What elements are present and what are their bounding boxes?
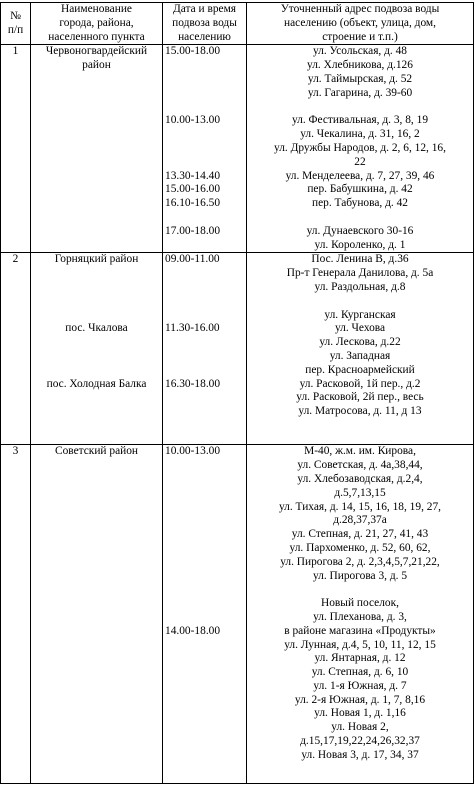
header-address-line: строение и т.п.) <box>322 30 398 43</box>
time-cell-line <box>165 542 244 556</box>
header-row <box>1 3 474 45</box>
address-cell-line: ул. Лунная, д.4, 5, 10, 11, 12, 15 <box>284 638 436 651</box>
address-cell <box>247 45 474 253</box>
area-cell-line: пос. Холодная Балка <box>46 377 147 390</box>
header-num <box>1 3 31 45</box>
address-cell-line: ул. Гагарина, д. 39-60 <box>307 86 413 99</box>
header-num-line: п/п <box>7 23 24 36</box>
address-cell-line: ул. Лескова, д.22 <box>319 336 401 349</box>
area-cell-line: Червоногвардейский <box>45 45 148 58</box>
time-cell-line <box>165 473 244 487</box>
header-area <box>31 3 163 45</box>
address-cell-line: ул. Фестивальная, д. 3, 8, 19 <box>291 114 429 127</box>
table-row <box>1 253 474 445</box>
address-cell-line: ул. Плеханова, д. 3, <box>313 610 407 623</box>
address-cell-line: ул. Степная, д. 6, 10 <box>311 666 409 679</box>
address-cell-line: ул. Таймырская, д. 52 <box>307 72 413 85</box>
area-cell <box>31 445 163 784</box>
address-cell-line: д.15,17,19,22,24,26,32,37 <box>300 735 420 748</box>
time-cell-line: 17.00-18.00 <box>165 224 221 237</box>
area-cell-line <box>33 391 160 405</box>
address-cell-line: ул. 1-я Южная, д. 7 <box>313 679 407 692</box>
address-cell <box>247 445 474 784</box>
area-cell-line: район <box>82 59 111 72</box>
address-cell-line <box>249 211 471 225</box>
address-cell-line: ул. Дунаевского 30-16 <box>306 224 414 237</box>
area-cell-line <box>33 295 160 309</box>
time-cell-line <box>165 405 244 419</box>
time-cell <box>163 445 247 784</box>
address-cell-line: ул. Пархоменко, д. 52, 60, 62, <box>289 541 431 554</box>
row-number-text: 1 <box>12 45 19 58</box>
address-cell-line: ул. Советская, д. 4а,38,44, <box>297 459 423 472</box>
address-cell-line: ул. Расковой, 1й пер., д.2 <box>299 377 421 390</box>
table-row <box>1 45 474 253</box>
header-time-line: населению <box>178 30 231 43</box>
address-cell-line: ул. Расковой, 2й пер., весь <box>296 391 424 404</box>
address-cell-line: ул. Новая 1, д. 1,16 <box>314 707 406 720</box>
time-cell-line <box>165 570 244 584</box>
area-cell-line: пос. Чкалова <box>65 322 128 335</box>
address-cell-line: пер. Красноармейский <box>305 363 415 376</box>
address-cell-line: ул. 2-я Южная, д. 1, 7, 8,16 <box>294 693 426 706</box>
time-cell-line <box>165 309 244 323</box>
area-cell-line: Горняцкий район <box>54 253 139 266</box>
time-cell-line <box>165 583 244 597</box>
time-cell-line <box>165 73 244 87</box>
address-cell-line: д.5,7,13,15 <box>334 486 386 499</box>
time-cell-line: 15.00-16.00 <box>165 183 221 196</box>
time-cell-line <box>165 419 244 433</box>
water-delivery-schedule-table <box>0 2 474 784</box>
header-time <box>163 3 247 45</box>
address-cell-line: ул. Дружбы Народов, д. 2, 6, 12, 16, <box>274 141 446 154</box>
address-cell-line: ул. Западная <box>329 349 391 362</box>
time-cell-line <box>165 281 244 295</box>
address-cell-line <box>249 101 471 115</box>
header-num-line: № <box>10 9 21 22</box>
time-cell-line <box>165 156 244 170</box>
time-cell-line <box>165 501 244 515</box>
area-cell-line: Советский район <box>54 445 139 458</box>
header-address-line: Уточненный адрес подвоза воды <box>280 3 440 15</box>
table-header <box>1 3 474 45</box>
time-cell-line <box>165 59 244 73</box>
header-time-line: Дата и время <box>172 3 237 15</box>
time-cell-line: 11.30-16.00 <box>165 322 220 335</box>
area-cell-line <box>33 364 160 378</box>
area-cell-line <box>33 309 160 323</box>
time-cell-line: 09.00-11.00 <box>165 253 220 266</box>
time-cell-line: 15.00-18.00 <box>165 45 221 58</box>
header-address <box>247 3 474 45</box>
address-cell-line: ул. Чекалина, д. 31, 16, 2 <box>300 128 420 141</box>
area-cell <box>31 253 163 445</box>
time-cell-line <box>165 128 244 142</box>
address-cell-line: ул. Хлебникова, д.126 <box>307 59 413 72</box>
address-cell-line: ул. Короленко, д. 1 <box>314 238 406 251</box>
time-cell <box>163 253 247 445</box>
time-cell-line <box>165 211 244 225</box>
area-cell-line <box>33 336 160 350</box>
address-cell-line: М-40, ж.м. им. Кирова, <box>304 445 416 458</box>
area-cell-line <box>33 419 160 433</box>
address-cell-line <box>249 295 471 309</box>
time-cell-line <box>165 295 244 309</box>
row-number <box>1 45 31 253</box>
address-cell-line: ул. Пирогова 3, д. 5 <box>312 569 408 582</box>
time-cell-line: 13.30-14.40 <box>165 169 221 182</box>
time-cell-line: 16.30-18.00 <box>165 377 221 390</box>
address-cell-line: ул. Янтарная, д. 12 <box>314 652 406 665</box>
address-cell-line: пер. Бабушкина, д. 42 <box>307 183 413 196</box>
time-cell-line <box>165 336 244 350</box>
area-cell <box>31 45 163 253</box>
time-cell-line: 10.00-13.00 <box>165 114 221 127</box>
time-cell-line <box>165 267 244 281</box>
table-row <box>1 445 474 784</box>
row-number <box>1 445 31 784</box>
time-cell-line <box>165 350 244 364</box>
address-cell <box>247 253 474 445</box>
address-cell-line: ул. Матросова, д. 11, д 13 <box>298 405 422 418</box>
address-cell-line: пер. Табунова, д. 42 <box>312 197 408 210</box>
area-cell-line <box>33 405 160 419</box>
area-cell-line <box>33 267 160 281</box>
address-cell-line: ул. Степная, д. 21, 27, 41, 43 <box>291 528 429 541</box>
time-cell <box>163 45 247 253</box>
address-cell-line: ул. Раздольная, д.8 <box>314 280 406 293</box>
row-number-text: 3 <box>12 445 19 458</box>
time-cell-line <box>165 142 244 156</box>
address-cell-line: ул. Менделеева, д. 7, 27, 39, 46 <box>285 169 435 182</box>
area-cell-line <box>33 281 160 295</box>
row-number-text: 2 <box>12 253 19 266</box>
time-cell-line <box>165 87 244 101</box>
header-area-line: Наименование <box>61 3 132 15</box>
header-area-line: города, района, <box>59 16 134 29</box>
header-time-line: подвоза воды <box>172 16 237 29</box>
time-cell-line <box>165 459 244 473</box>
time-cell-line <box>165 101 244 115</box>
time-cell-line <box>165 514 244 528</box>
row-number <box>1 253 31 445</box>
address-cell-line: Пр-т Генерала Данилова, д. 5а <box>286 267 434 280</box>
time-cell-line <box>165 487 244 501</box>
time-cell-line: 16.10-16.50 <box>165 197 221 210</box>
address-cell-line: Новый поселок, <box>321 597 399 610</box>
address-cell-line: ул. Чехова <box>334 322 386 335</box>
time-cell-line <box>165 391 244 405</box>
time-cell-line <box>165 611 244 625</box>
address-cell-line: 22 <box>354 155 366 168</box>
address-cell-line: Пос. Ленина В, д.36 <box>311 253 409 266</box>
address-cell-line: ул. Курганская <box>324 308 396 321</box>
time-cell-line <box>165 597 244 611</box>
address-cell-line: д.28,37,37а <box>333 514 387 527</box>
time-cell-line <box>165 528 244 542</box>
address-cell-line: ул. Усольская, д. 48 <box>312 45 408 58</box>
table-body <box>1 45 474 784</box>
header-address-line: населению (объект, улица, дом, <box>284 16 436 29</box>
address-cell-line: ул. Пирогова 2, д. 2,3,4,5,7,21,22, <box>280 555 440 568</box>
time-cell-line: 10.00-13.00 <box>165 445 221 458</box>
time-cell-line <box>165 364 244 378</box>
address-cell-line: ул. Новая 2, <box>331 721 389 734</box>
header-area-line: населенного пункта <box>48 30 145 43</box>
area-cell-line <box>33 350 160 364</box>
time-cell-line: 14.00-18.00 <box>165 624 221 637</box>
address-cell-line <box>249 583 471 597</box>
address-cell-line: ул. Новая 3, д. 17, 34, 37 <box>301 748 419 761</box>
address-cell-line: в районе магазина «Продукты» <box>284 624 436 637</box>
time-cell-line <box>165 239 244 253</box>
address-cell-line: ул. Тихая, д. 14, 15, 16, 18, 19, 27, <box>278 500 442 513</box>
time-cell-line <box>165 556 244 570</box>
address-cell-line: ул. Хлебозаводская, д.2,4, <box>297 472 423 485</box>
